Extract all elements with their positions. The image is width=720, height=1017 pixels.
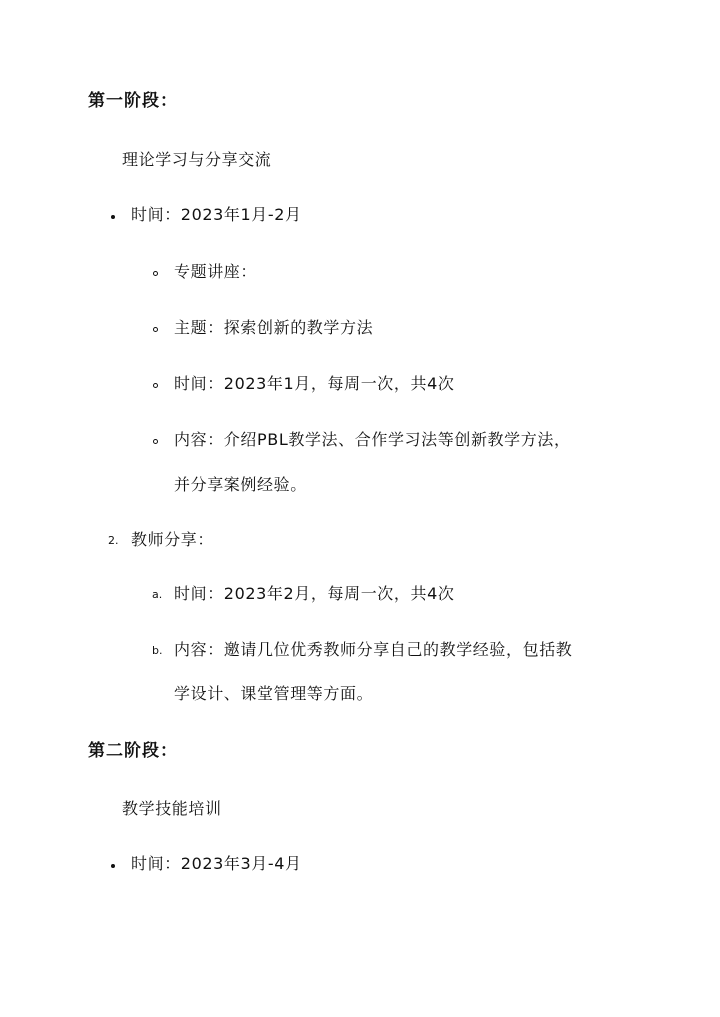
stage1-heading: 第一阶段：	[88, 91, 178, 111]
sub-item-content: 内容：介绍PBL教学法、合作学习法等创新教学方法，	[174, 430, 571, 449]
stage2-heading: 第二阶段：	[88, 741, 178, 761]
circle-bullet-marker	[153, 327, 158, 332]
stage2-time: 时间：2023年3月-4月	[131, 854, 302, 873]
numbered-marker: 2.	[108, 534, 119, 547]
sub-item-topic: 主题：探索创新的教学方法	[174, 318, 374, 337]
bullet-marker	[111, 864, 115, 868]
lettered-item-b-continuation: 学设计、课堂管理等方面。	[174, 684, 374, 703]
circle-bullet-marker	[153, 383, 158, 388]
circle-bullet-marker	[153, 439, 158, 444]
teacher-share-label: 教师分享：	[131, 530, 215, 549]
sub-item-lecture: 专题讲座：	[174, 262, 258, 281]
sub-item-time: 时间：2023年1月，每周一次，共4次	[174, 374, 455, 393]
stage1-subtitle: 理论学习与分享交流	[122, 150, 272, 169]
stage1-time: 时间：2023年1月-2月	[131, 205, 302, 224]
lettered-item-a: 时间：2023年2月，每周一次，共4次	[174, 584, 455, 603]
lettered-marker-b: b.	[152, 644, 163, 657]
stage2-subtitle: 教学技能培训	[122, 799, 222, 818]
lettered-marker-a: a.	[152, 588, 163, 601]
circle-bullet-marker	[153, 271, 158, 276]
sub-item-content-continuation: 并分享案例经验。	[174, 475, 307, 494]
lettered-item-b: 内容：邀请几位优秀教师分享自己的教学经验，包括教	[174, 640, 573, 659]
bullet-marker	[111, 215, 115, 219]
